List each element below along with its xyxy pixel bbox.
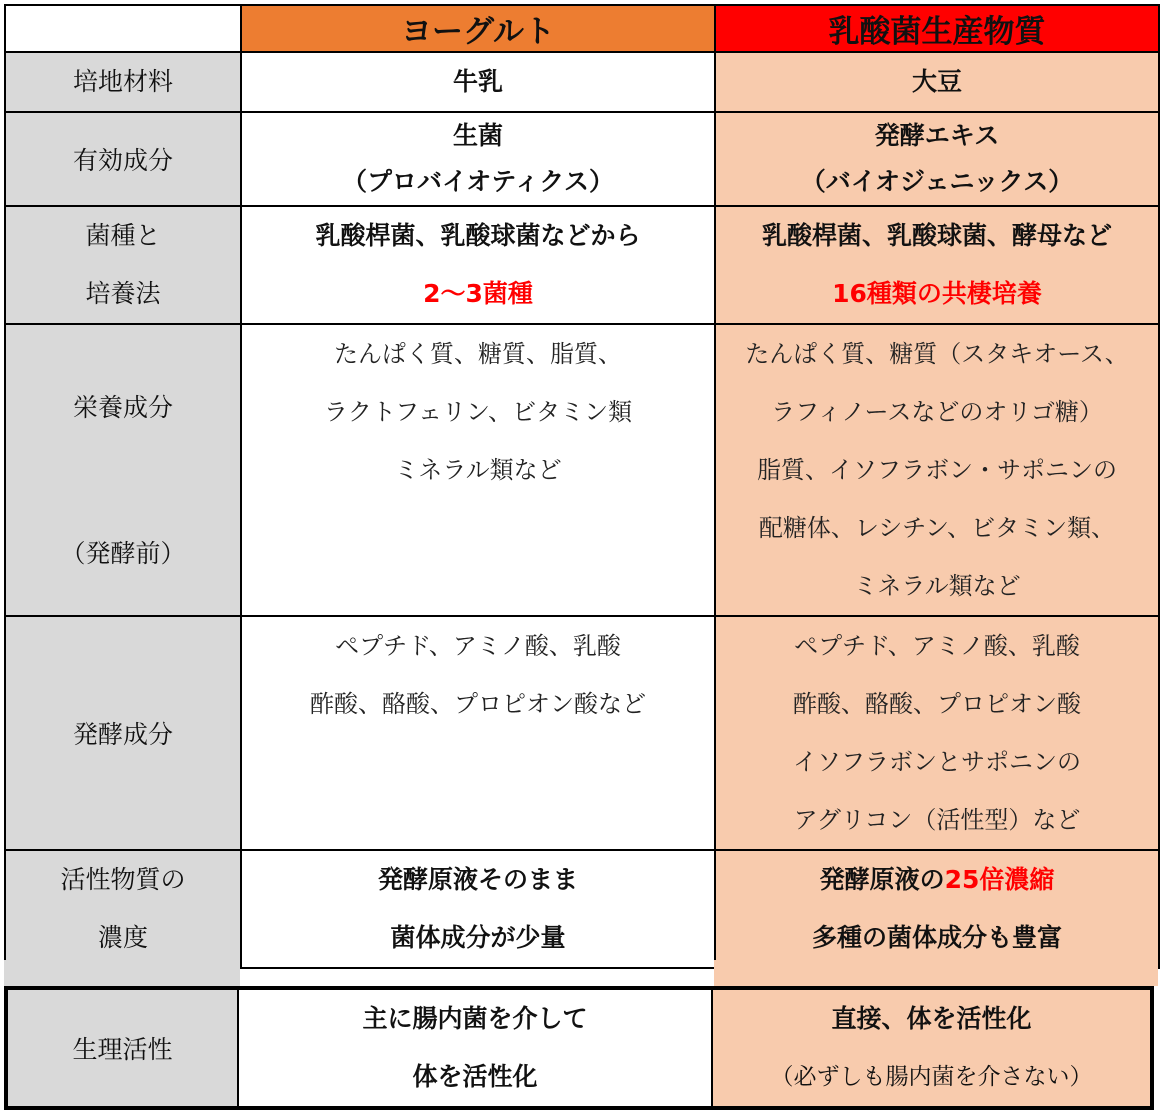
lab-ferment: ペプチド、アミノ酸、乳酸 酢酸、酪酸、プロピオン酸 イソフラボンとサポニンの アグリコン（活性型）など xyxy=(715,616,1159,850)
yogurt-ferment: ペプチド、アミノ酸、乳酸 酢酸、酪酸、プロピオン酸など xyxy=(241,616,715,850)
row-nutrition xyxy=(5,324,1159,616)
lab-active: 発酵エキス （バイオジェニックス） xyxy=(715,112,1159,206)
yogurt-active: 生菌 （プロバイオティクス） xyxy=(241,112,715,206)
header-lab-product: 乳酸菌生産物質 xyxy=(715,5,1159,52)
label-nutrition: 栄養成分 （発酵前） xyxy=(5,324,241,616)
gap-strip-label xyxy=(4,960,240,986)
label-ferment: 発酵成分 xyxy=(5,616,241,850)
row-strain xyxy=(5,206,1159,324)
row-physiology xyxy=(6,988,1152,1108)
lab-medium: 大豆 xyxy=(715,52,1159,112)
label-strain: 菌種と 培養法 xyxy=(5,206,241,324)
yogurt-concentration: 発酵原液そのまま 菌体成分が少量 xyxy=(241,850,715,968)
header-yogurt: ヨーグルト xyxy=(241,5,715,52)
lab-concentration-prefix: 発酵原液の xyxy=(819,865,945,894)
lab-strain: 乳酸桿菌、乳酸球菌、酵母など 16種類の共棲培養 xyxy=(715,206,1159,324)
row-concentration xyxy=(5,850,1159,968)
header-blank xyxy=(5,5,241,52)
yogurt-medium: 牛乳 xyxy=(241,52,715,112)
label-active: 有効成分 xyxy=(5,112,241,206)
lab-concentration: 発酵原液の25倍濃縮 多種の菌体成分も豊富 xyxy=(715,850,1159,968)
lab-nutrition: たんぱく質、糖質（スタキオース、 ラフィノースなどのオリゴ糖） 脂質、イソフラボン・サポニンの 配糖体、レシチン、ビタミン類、 ミネラル類など xyxy=(715,324,1159,616)
lab-physiology: 直接、体を活性化 （必ずしも腸内菌を介さない） xyxy=(712,988,1152,1108)
label-medium: 培地材料 xyxy=(5,52,241,112)
label-concentration: 活性物質の 濃度 xyxy=(5,850,241,968)
header-row xyxy=(5,5,1159,52)
comparison-table xyxy=(4,4,1160,969)
row-active xyxy=(5,112,1159,206)
gap-strip-lab xyxy=(714,960,1158,986)
row-medium xyxy=(5,52,1159,112)
row-ferment xyxy=(5,616,1159,850)
label-physiology: 生理活性 xyxy=(6,988,238,1108)
lab-concentration-highlight: 25倍濃縮 xyxy=(944,865,1055,894)
physiology-table xyxy=(4,986,1154,1110)
yogurt-strain: 乳酸桿菌、乳酸球菌などから 2～3菌種 xyxy=(241,206,715,324)
yogurt-nutrition: たんぱく質、糖質、脂質、 ラクトフェリン、ビタミン類 ミネラル類など xyxy=(241,324,715,616)
yogurt-physiology: 主に腸内菌を介して 体を活性化 xyxy=(238,988,712,1108)
